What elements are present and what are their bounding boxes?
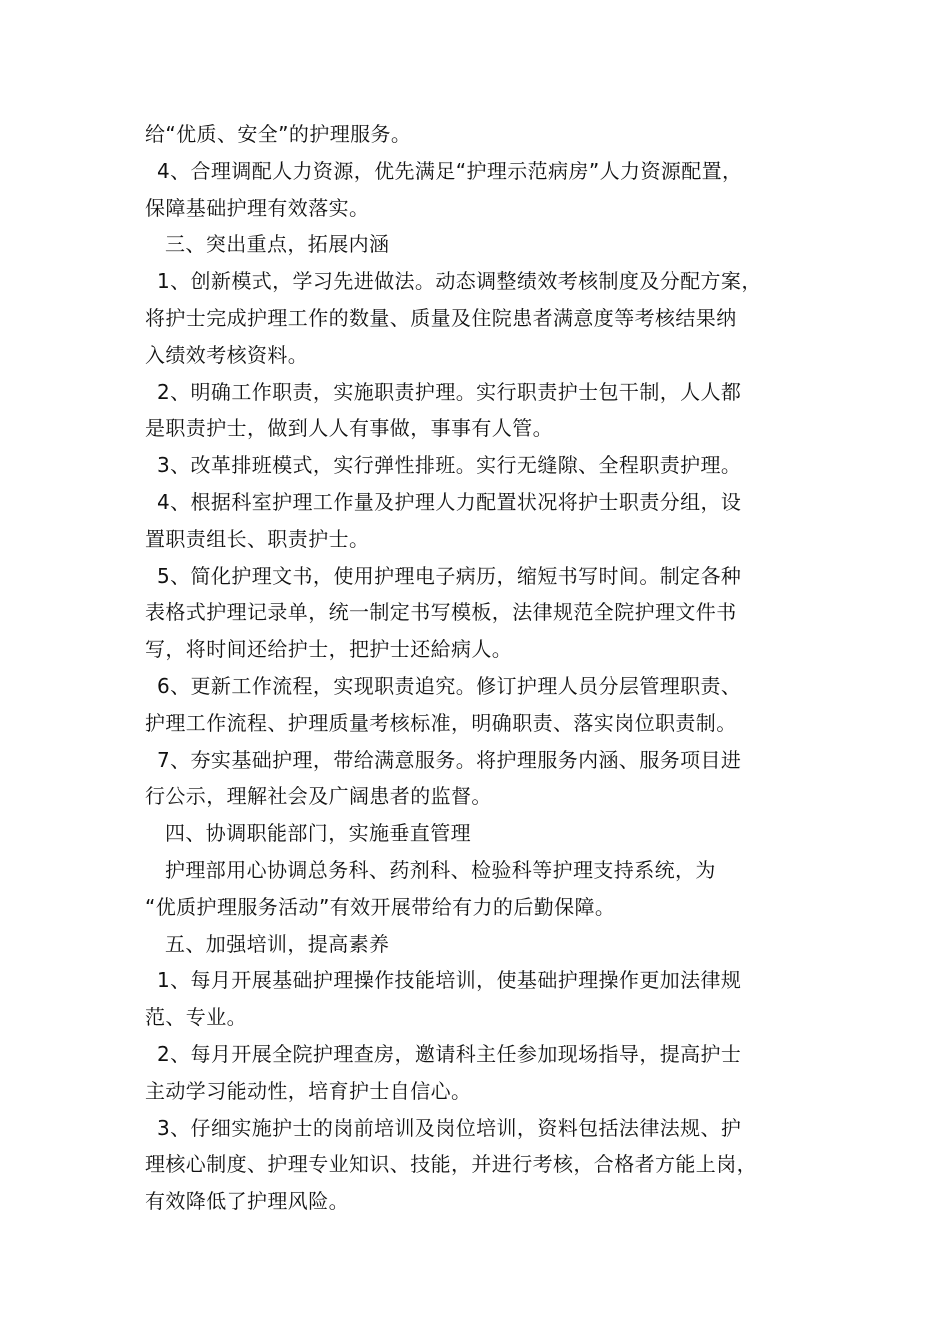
paragraph-line: “优质护理服务活动”有效开展带给有力的后勤保障。 (145, 894, 616, 919)
paragraph-line: 5、简化护理文书，使用护理电子病历，缩短书写时间。制定各种 (157, 563, 742, 588)
paragraph-line: 7、夯实基础护理，带给满意服务。将护理服务内涵、服务项目进 (157, 747, 742, 772)
section-heading: 四、协调职能部门，实施垂直管理 (165, 821, 471, 846)
paragraph-line: 入绩效考核资料。 (145, 342, 309, 367)
paragraph-line: 3、仔细实施护士的岗前培训及岗位培训，资料包括法律法规、护 (157, 1115, 742, 1140)
paragraph-line: 6、更新工作流程，实现职责追究。修订护理人员分层管理职责、 (157, 673, 742, 698)
paragraph-line: 保障基础护理有效落实。 (145, 195, 370, 220)
paragraph-line: 4、合理调配人力资源，优先满足“护理示范病房”人力资源配置， (157, 158, 743, 183)
paragraph-line: 2、明确工作职责，实施职责护理。实行职责护士包干制，人人都 (157, 379, 742, 404)
paragraph-line: 范、专业。 (145, 1005, 247, 1030)
paragraph-line: 将护士完成护理工作的数量、质量及住院患者满意度等考核结果纳 (145, 305, 737, 330)
paragraph-line: 给“优质、安全”的护理服务。 (145, 122, 412, 146)
paragraph-line: 有效降低了护理风险。 (145, 1189, 349, 1214)
paragraph-line: 表格式护理记录单，统一制定书写模板，法律规范全院护理文件书 (145, 600, 737, 625)
paragraph-line: 置职责组长、职责护士。 (145, 526, 370, 551)
document-body (145, 116, 825, 1220)
paragraph-line: 理核心制度、护理专业知识、技能，并进行考核，合格者方能上岗， (145, 1152, 757, 1177)
paragraph-line: 2、每月开展全院护理查房，邀请科主任参加现场指导，提高护士 (157, 1041, 742, 1066)
paragraph-line: 护理部用心协调总务科、药剂科、检验科等护理支持系统，为 (165, 857, 716, 882)
section-heading: 三、突出重点，拓展内涵 (165, 232, 390, 257)
paragraph-line: 护理工作流程、护理质量考核标准，明确职责、落实岗位职责制。 (145, 710, 737, 735)
paragraph-line: 1、创新模式，学习先进做法。动态调整绩效考核制度及分配方案， (157, 269, 762, 294)
paragraph-line: 主动学习能动性，培育护士自信心。 (145, 1078, 472, 1103)
paragraph-line: 1、每月开展基础护理操作技能培训，使基础护理操作更加法律规 (157, 968, 742, 993)
paragraph-line: 行公示，理解社会及广阔患者的监督。 (145, 784, 492, 809)
paragraph-line: 4、根据科室护理工作量及护理人力配置状况将护士职责分组，设 (157, 489, 742, 514)
section-heading: 五、加强培训，提高素养 (165, 931, 390, 956)
paragraph-line: 3、改革排班模式，实行弹性排班。实行无缝隙、全程职责护理。 (157, 453, 742, 478)
paragraph-line: 是职责护士，做到人人有事做，事事有人管。 (145, 416, 553, 441)
paragraph-line: 写，将时间还给护士，把护士还給病人。 (145, 637, 513, 662)
